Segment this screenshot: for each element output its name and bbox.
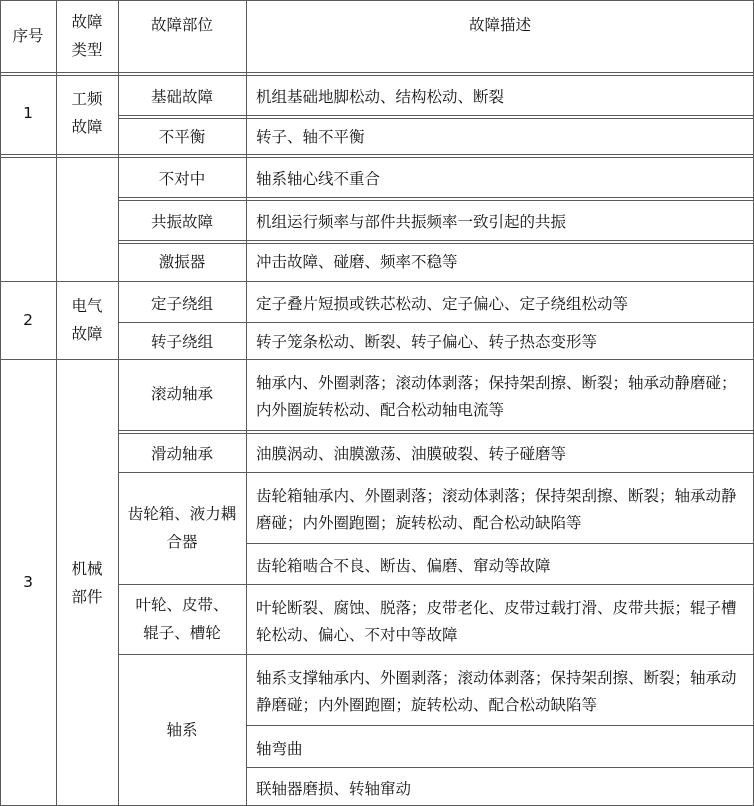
group-3-seq-text: 3 [23,573,33,591]
desc-text: 联轴器磨损、转轴窜动 [256,779,412,798]
header-seq-text: 序号 [12,26,44,45]
desc-text: 齿轮箱轴承内、外圈剥落；滚动体剥落；保持架刮擦、断裂；轴承动静磨碰；内外圈跑圈；旋转松动、配合松动缺陷等 [256,487,737,532]
grid-line [56,0,57,806]
group-1-seq-text: 1 [23,103,33,122]
desc-cell [246,286,754,322]
grid-line [0,281,754,282]
grid-line [0,157,754,158]
desc-cell [246,204,754,240]
desc-cell [246,161,754,197]
desc-cell [246,120,754,154]
header-type-text: 故障类型 [71,13,103,59]
header-type [56,0,118,72]
header-part-text: 故障部位 [150,16,213,34]
part-text: 不对中 [158,169,206,188]
group-3-type [56,359,118,806]
desc-cell [246,659,754,725]
desc-text: 轴弯曲 [256,739,303,758]
part-text: 轴系 [166,720,198,739]
grid-line [118,240,754,241]
desc-text: 机组运行频率与部件共振频率一致引起的共振 [256,212,567,231]
header-part [118,0,246,72]
grid-line [118,243,754,244]
desc-cell [246,477,754,543]
grid-line [118,322,754,323]
part-cell [118,244,246,281]
desc-text: 轴系轴心线不重合 [256,169,381,188]
part-cell [118,161,246,197]
grid-line [0,0,1,806]
grid-line [118,200,754,201]
desc-cell [246,325,754,359]
header-desc-text: 故障描述 [468,16,531,34]
part-text: 激振器 [158,253,206,271]
desc-text: 转子、轴不平衡 [256,127,365,146]
grid-line [118,472,754,473]
part-text: 叶轮、皮带、辊子、槽轮 [135,596,229,642]
desc-text: 叶轮断裂、腐蚀、脱落；皮带老化、皮带过载打滑、皮带共振；辊子槽轮松动、偏心、不对中等故障 [256,598,737,644]
desc-cell [246,364,754,430]
grid-line [118,433,754,434]
part-text: 不平衡 [158,127,206,146]
grid-line [118,654,754,655]
grid-line [246,543,754,544]
grid-line [0,359,754,360]
desc-text: 机组基础地脚松动、结构松动、断裂 [256,87,505,106]
part-cell [118,472,246,584]
grid-line [0,154,754,155]
desc-text: 轴承内、外圈剥落；滚动体剥落；保持架刮擦、断裂；轴承动静磨碰；内外圈旋转松动、配合松动轴电流等 [256,374,737,419]
part-text: 滑动轴承 [150,444,213,463]
header-desc [246,0,754,72]
group-3-type-text: 机械部件 [71,559,103,606]
part-cell [118,325,246,359]
desc-cell [246,772,754,806]
grid-line [246,767,754,768]
desc-text: 油膜涡动、油膜激荡、油膜破裂、转子碰磨等 [256,444,567,463]
grid-line [246,0,247,806]
grid-line [246,725,754,726]
group-2-seq [0,281,56,359]
group-1-seq [0,72,56,154]
grid-line [118,430,754,431]
part-text: 基础故障 [150,87,213,106]
group-2-type [56,281,118,359]
part-text: 齿轮箱、液力耦合器 [127,505,237,551]
part-text: 转子绕组 [150,332,213,351]
header-seq [0,0,56,72]
part-cell [118,204,246,240]
part-cell [118,654,246,806]
part-cell [118,584,246,654]
desc-cell [246,244,754,281]
desc-text: 冲击故障、碰磨、频率不稳等 [256,253,458,271]
grid-line [118,115,754,116]
desc-text: 定子叠片短损或铁芯松动、定子偏心、定子绕组松动等 [256,294,629,313]
desc-text: 转子笼条松动、断裂、转子偏心、转子热态变形等 [256,332,598,351]
part-cell [118,359,246,430]
grid-line [118,118,754,119]
part-cell [118,436,246,472]
desc-cell [246,731,754,767]
grid-line [0,72,754,73]
group-2-seq-text: 2 [23,310,33,329]
part-text: 定子绕组 [150,294,213,313]
grid-line [0,75,754,76]
group-3-seq [0,359,56,806]
desc-cell [246,436,754,472]
group-1-type-text: 工频故障 [71,90,103,136]
grid-line [118,197,754,198]
desc-text: 齿轮箱啮合不良、断齿、偏磨、窜动等故障 [256,556,551,575]
grid-line [118,0,119,806]
grid-line [118,584,754,585]
part-cell [118,79,246,115]
desc-cell [246,548,754,584]
group-2-type-text: 电气故障 [71,297,103,343]
part-cell [118,120,246,154]
desc-text: 轴系支撑轴承内、外圈剥落；滚动体剥落；保持架刮擦、断裂；轴承动静磨碰；内外圈跑圈；旋转松动、配合松动缺陷等 [256,669,737,714]
part-text: 共振故障 [150,212,213,231]
desc-cell [246,589,754,654]
part-cell [118,286,246,322]
part-text: 滚动轴承 [150,385,213,403]
desc-cell [246,79,754,115]
group-1-type [56,72,118,154]
grid-line [0,0,754,1]
